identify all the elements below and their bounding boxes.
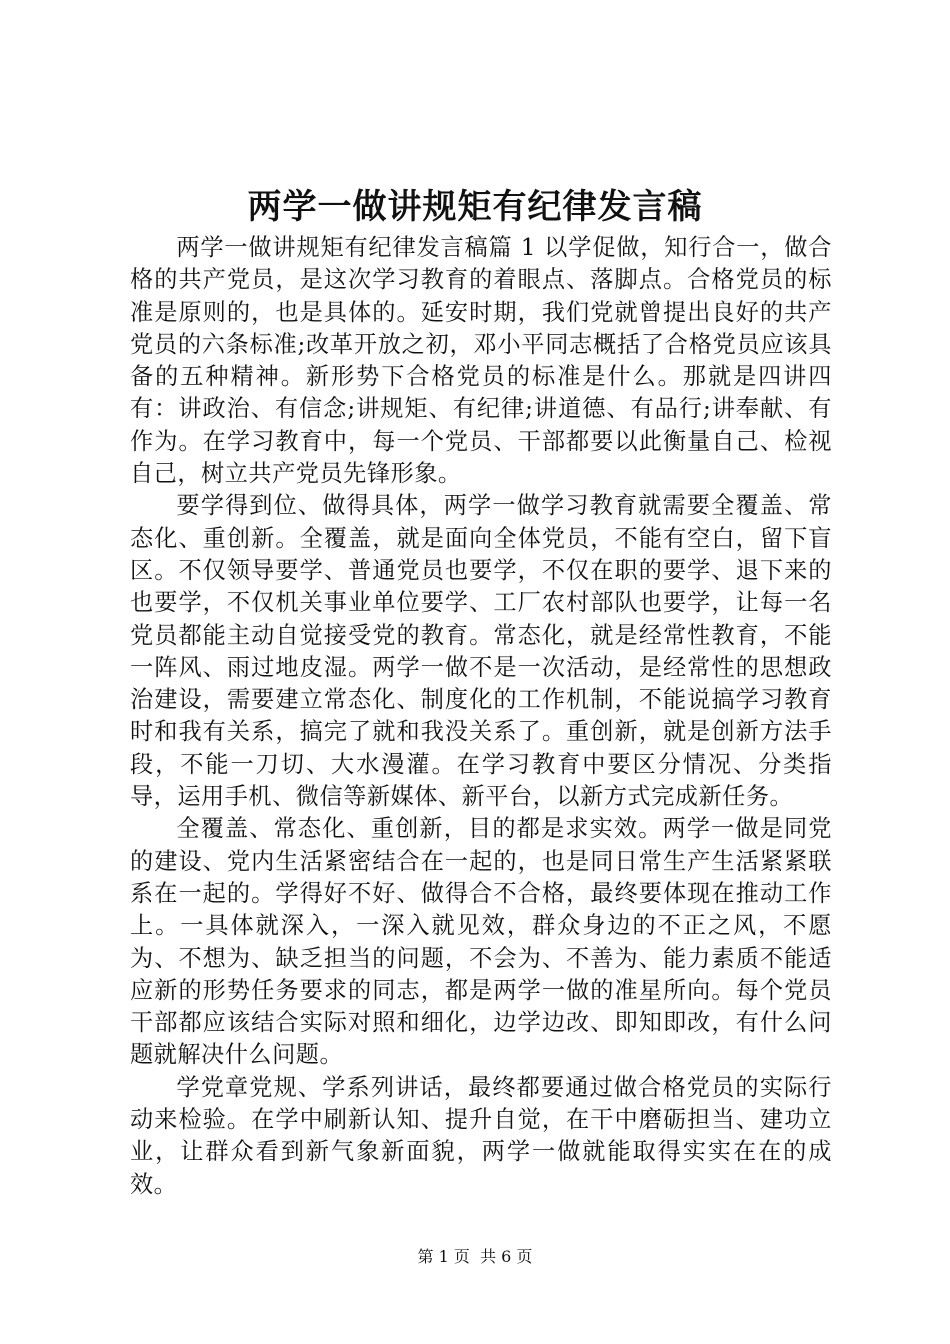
paragraph-1: 两学一做讲规矩有纪律发言稿篇 1 以学促做，知行合一，做合格的共产党员，是这次学习教育的着眼点、落脚点。合格党员的标准是原则的，也是具体的。延安时期，我们党就曾提出良好的共产党员的六条标准;改革开放之初，邓小平同志概括了合格党员应该具备的五种精神。新形势下合格党员的标准是什么。那就是四讲四有：讲政治、有信念;讲规矩、有纪律;讲道德、有品行;讲奉献、有作为。在学习教育中，每一个党员、干部都要以此衡量自己、检视自己，树立共产党员先锋形象。 bbox=[130, 234, 832, 488]
page-footer bbox=[0, 1246, 950, 1268]
page-number-label: 第 1 页 共 6 页 bbox=[417, 1247, 533, 1266]
paragraph-2: 要学得到位、做得具体，两学一做学习教育就需要全覆盖、常态化、重创新。全覆盖，就是面向全体党员，不能有空白，留下盲区。不仅领导要学、普通党员也要学，不仅在职的要学、退下来的也要学，不仅机关事业单位要学、工厂农村部队也要学，让每一名党员都能主动自觉接受党的教育。常态化，就是经常性教育，不能一阵风、雨过地皮湿。两学一做不是一次活动，是经常性的思想政治建设，需要建立常态化、制度化的工作机制，不能说搞学习教育时和我有关系，搞完了就和我没关系了。重创新，就是创新方法手段，不能一刀切、大水漫灌。在学习教育中要区分情况、分类指导，运用手机、微信等新媒体、新平台，以新方式完成新任务。 bbox=[130, 492, 832, 811]
paragraph-3: 全覆盖、常态化、重创新，目的都是求实效。两学一做是同党的建设、党内生活紧密结合在一起的，也是同日常生产生活紧紧联系在一起的。学得好不好、做得合不合格，最终要体现在推动工作上。一具体就深入，一深入就见效，群众身边的不正之风，不愿为、不想为、缺乏担当的问题，不会为、不善为、能力素质不能适应新的形势任务要求的同志，都是两学一做的准星所向。每个党员干部都应该结合实际对照和细化，边学边改、即知即改，有什么问题就解决什么问题。 bbox=[130, 815, 832, 1069]
paragraph-4: 学党章党规、学系列讲话，最终都要通过做合格党员的实际行动来检验。在学中刷新认知、提升自觉，在干中磨砺担当、建功立业，让群众看到新气象新面貌，两学一做就能取得实实在在的成效。 bbox=[130, 1073, 832, 1198]
document-title: 两学一做讲规矩有纪律发言稿 bbox=[247, 187, 703, 227]
document-body bbox=[130, 232, 832, 1201]
